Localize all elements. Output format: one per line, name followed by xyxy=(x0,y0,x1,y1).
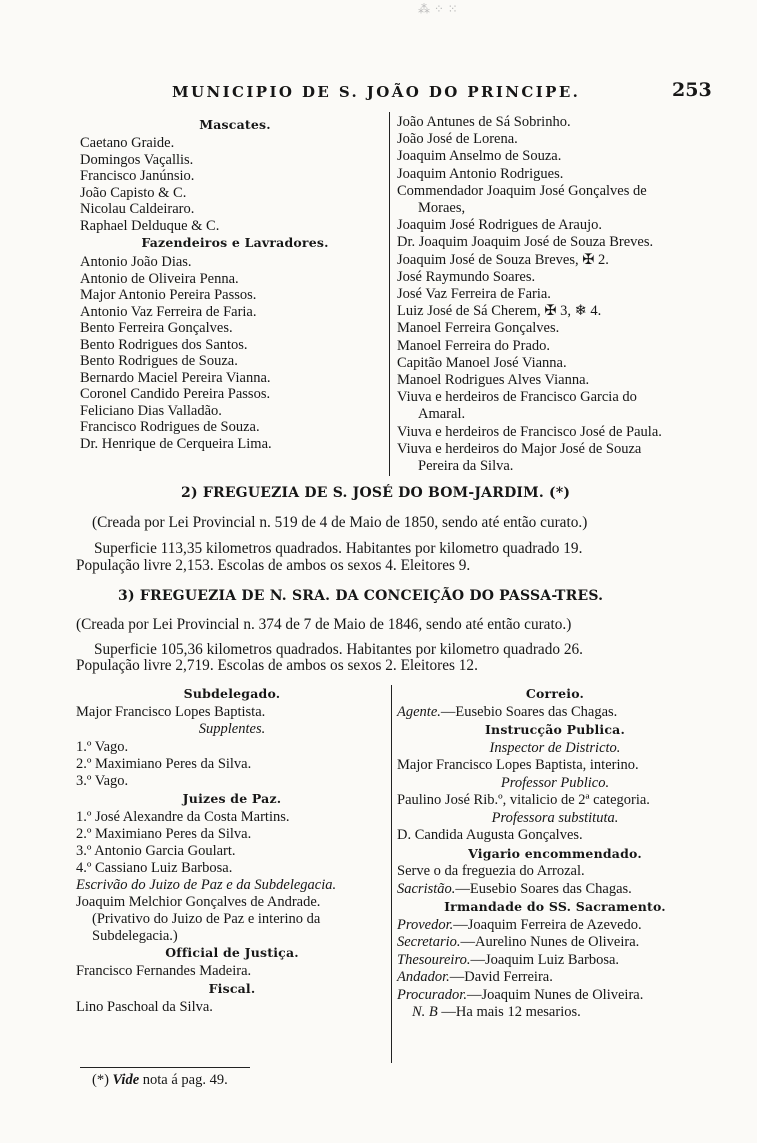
entry-line: Joaquim José Rodrigues de Araujo. xyxy=(397,217,602,234)
entry-line: Manoel Rodrigues Alves Vianna. xyxy=(397,372,590,388)
entry-role: Thesoureiro. xyxy=(397,951,471,968)
entry-line: Manoel Ferreira do Prado. xyxy=(397,337,551,354)
entry-line: Feliciano Dias Valladão. xyxy=(80,402,222,419)
section-heading: Subdelegado. xyxy=(183,686,281,701)
entry-line: Lino Paschoal da Silva. xyxy=(76,999,213,1015)
freguezia2-title: 2) FREGUEZIA DE S. JOSÉ DO BOM-JARDIM. (*) xyxy=(181,485,571,501)
entry-line: Joaquim Melchior Gonçalves de Andrade. xyxy=(76,894,321,910)
entry-person: —David Ferreira. xyxy=(449,969,553,985)
entry-line: Moraes, xyxy=(418,200,466,216)
entry-line: Paulino José Rib.º, vitalicio de 2ª categoria. xyxy=(397,792,650,808)
entry-line: João Capisto & C. xyxy=(80,184,187,201)
labeled-entry xyxy=(397,917,642,934)
entry-line: Luiz José de Sá Cherem, ✠ 3, ❄ 4. xyxy=(397,303,602,320)
entry-role: Provedor. xyxy=(397,916,454,933)
labeled-entry xyxy=(412,1004,581,1021)
entry-line: 1.º Vago. xyxy=(76,738,129,755)
entry-line: Coronel Candido Pereira Passos. xyxy=(80,386,271,402)
entry-person: —Eusebio Soares das Chagas. xyxy=(455,880,632,897)
footnote-vide: Vide xyxy=(112,1072,140,1088)
entry-role: Procurador. xyxy=(397,986,467,1003)
section-heading: Instrucção Publica. xyxy=(484,722,626,737)
entry-line: Antonio Vaz Ferreira de Faria. xyxy=(80,303,257,320)
entry-line: Capitão Manoel José Vianna. xyxy=(397,354,567,371)
entry-line: Joaquim José de Souza Breves, ✠ 2. xyxy=(397,251,609,268)
entry-line: Serve o da freguezia do Arrozal. xyxy=(397,863,585,879)
entry-person: —Joaquim Ferreira de Azevedo. xyxy=(453,916,642,933)
entry-person: —Aurelino Nunes de Oliveira. xyxy=(460,934,640,950)
section-heading: Official de Justiça. xyxy=(165,945,299,960)
entry-line: 4.º Cassiano Luiz Barbosa. xyxy=(76,859,233,876)
freguezia2-creation: (Creada por Lei Provincial n. 519 de 4 de Maio de 1850, sendo até então curato.) xyxy=(92,514,588,531)
entry-line: Dr. Joaquim Joaquim José de Souza Breves. xyxy=(397,234,654,251)
footnote-text: nota á pag. 49. xyxy=(139,1072,228,1088)
entry-line: Viuva e herdeiros de Francisco José de Paula. xyxy=(397,423,662,440)
entry-line: 2.º Maximiano Peres da Silva. xyxy=(76,755,252,772)
footnote xyxy=(92,1072,228,1089)
entry-line: Antonio de Oliveira Penna. xyxy=(80,270,239,287)
section-heading: Irmandade do SS. Sacramento. xyxy=(444,899,666,914)
entry-line: Domingos Vaçallis. xyxy=(80,151,194,168)
labeled-entry xyxy=(397,704,617,721)
section-heading: Vigario encommendado. xyxy=(468,845,642,861)
entry-line: Pereira da Silva. xyxy=(418,458,514,474)
freguezia3-stats1: Superficie 105,36 kilometros quadrados. Habitantes por kilometro quadrado 26. xyxy=(94,641,583,658)
entry-line: Caetano Graide. xyxy=(80,135,175,151)
entry-person: —Joaquim Nunes de Oliveira. xyxy=(466,986,644,1003)
labeled-entry xyxy=(397,934,639,951)
labeled-entry xyxy=(397,952,619,969)
footnote-mark: (*) xyxy=(92,1072,109,1088)
section-subheading: Escrivão do Juizo de Paz e da Subdelegacia. xyxy=(76,876,337,893)
column-divider xyxy=(389,112,390,476)
entry-line: Joaquim Anselmo de Souza. xyxy=(397,148,562,165)
entry-line: Francisco Rodrigues de Souza. xyxy=(80,419,260,435)
entry-line: Bento Rodrigues de Souza. xyxy=(80,353,238,369)
section-subheading: Professora substituta. xyxy=(491,809,619,826)
freguezia3-title: 3) FREGUEZIA DE N. SRA. DA CONCEIÇÃO DO PASSA-TRES. xyxy=(118,588,604,604)
entry-line: José Vaz Ferreira de Faria. xyxy=(397,286,551,302)
entry-person: —Eusebio Soares das Chagas. xyxy=(440,703,618,720)
entry-line: Nicolau Caldeiraro. xyxy=(80,201,195,217)
labeled-entry xyxy=(397,969,553,986)
print-smudge: ⁂ ⁘ ⁙ xyxy=(418,2,458,16)
footnote-rule xyxy=(80,1067,250,1068)
entry-line: Bento Ferreira Gonçalves. xyxy=(80,320,233,336)
entry-line: Bernardo Maciel Pereira Vianna. xyxy=(80,369,271,386)
entry-role: Secretario. xyxy=(397,934,461,950)
entry-person: —Ha mais 12 mesarios. xyxy=(437,1004,581,1020)
entry-role: Sacristão. xyxy=(397,880,456,897)
section-subheading: Supplentes. xyxy=(198,721,266,737)
section-subheading: Professor Publico. xyxy=(500,774,610,791)
entry-line: Francisco Janúnsio. xyxy=(80,168,195,184)
section-heading: Fazendeiros e Lavradores. xyxy=(141,235,329,250)
entry-line: (Privativo do Juizo de Paz e interino da xyxy=(92,911,321,927)
entry-line: Francisco Fernandes Madeira. xyxy=(76,963,252,979)
labeled-entry xyxy=(397,881,632,898)
entry-line: Subdelegacia.) xyxy=(92,927,178,944)
page-header-title: MUNICIPIO DE S. JOÃO DO PRINCIPE. xyxy=(172,83,581,101)
entry-line: Commendador Joaquim José Gonçalves de xyxy=(397,182,647,199)
entry-line: Raphael Delduque & C. xyxy=(80,217,220,234)
section-subheading: Inspector de Districto. xyxy=(489,739,621,756)
column-divider-lower xyxy=(391,685,392,1063)
section-heading: Correio. xyxy=(525,686,585,701)
entry-line: Major Antonio Pereira Passos. xyxy=(80,287,257,303)
entry-role: N. B xyxy=(412,1004,438,1020)
entry-role: Andador. xyxy=(397,969,450,985)
section-heading: Fiscal. xyxy=(208,981,256,996)
entry-line: Joaquim Antonio Rodrigues. xyxy=(397,165,564,182)
entry-line: Antonio João Dias. xyxy=(80,254,192,270)
entry-line: João Antunes de Sá Sobrinho. xyxy=(397,114,571,130)
section-heading: Juizes de Paz. xyxy=(182,790,282,806)
entry-line: Viuva e herdeiros de Francisco Garcia do xyxy=(397,389,637,406)
labeled-entry xyxy=(397,987,643,1004)
freguezia3-creation: (Creada por Lei Provincial n. 374 de 7 de Maio de 1846, sendo até então curato.) xyxy=(76,616,572,633)
entry-line: D. Candida Augusta Gonçalves. xyxy=(397,827,583,843)
entry-line: 2.º Maximiano Peres da Silva. xyxy=(76,825,252,842)
entry-line: Amaral. xyxy=(418,406,466,423)
section-heading: Mascates. xyxy=(199,117,271,132)
freguezia3-stats2: População livre 2,719. Escolas de ambos os sexos 2. Eleitores 12. xyxy=(76,657,478,674)
entry-person: —Joaquim Luiz Barbosa. xyxy=(470,951,620,968)
entry-line: Major Francisco Lopes Baptista. xyxy=(76,704,266,720)
entry-line: Major Francisco Lopes Baptista, interino. xyxy=(397,757,639,773)
entry-line: Viuva e herdeiros do Major José de Souza xyxy=(397,440,642,457)
entry-line: José Raymundo Soares. xyxy=(397,268,536,285)
page-number: 253 xyxy=(672,79,712,101)
entry-line: 3.º Antonio Garcia Goulart. xyxy=(76,842,236,859)
entry-line: 3.º Vago. xyxy=(76,772,129,789)
entry-line: João José de Lorena. xyxy=(397,131,518,148)
entry-line: Dr. Henrique de Cerqueira Lima. xyxy=(80,435,272,452)
freguezia2-stats2: População livre 2,153. Escolas de ambos os sexos 4. Eleitores 9. xyxy=(76,557,471,574)
entry-line: 1.º José Alexandre da Costa Martins. xyxy=(76,808,290,825)
entry-line: Bento Rodrigues dos Santos. xyxy=(80,336,248,353)
entry-role: Agente. xyxy=(397,703,441,720)
freguezia2-stats1: Superficie 113,35 kilometros quadrados. Habitantes por kilometro quadrado 19. xyxy=(94,540,583,557)
entry-line: Manoel Ferreira Gonçalves. xyxy=(397,320,560,337)
